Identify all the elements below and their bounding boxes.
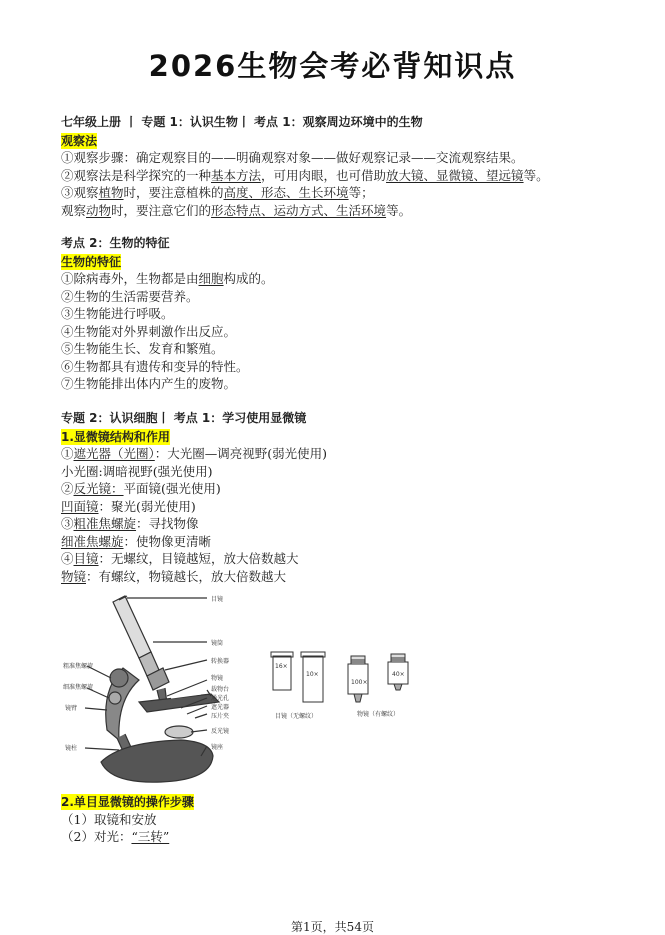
objective-40x: 40× <box>392 671 405 678</box>
eyepiece-caption: 目镜（无螺纹） <box>275 713 318 720</box>
highlight-label: 观察法 <box>61 133 98 148</box>
label-stage: 载物台 <box>211 686 230 693</box>
eyepiece-10x: 10× <box>306 671 319 678</box>
text-line: ①观察步骤：确定观察目的——明确观察对象——做好观察记录——交流观察结果。 <box>61 150 524 165</box>
objective-lenses <box>348 654 408 702</box>
microscope-diagram <box>61 590 431 790</box>
text-line: ⑤生物能生长、发育和繁殖。 <box>61 341 224 356</box>
text-line: （2）对光：“三转” <box>61 829 170 844</box>
label-diaphragm: 遮光器 <box>211 704 230 711</box>
section-header: 专题 2：认识细胞丨 考点 1：学习使用显微镜 <box>61 411 307 425</box>
label-clips: 压片夹 <box>211 713 230 720</box>
microscope-drawing <box>85 596 219 782</box>
label-aperture: 通光孔 <box>211 695 230 702</box>
text-line: ④目镜：无螺纹，目镜越短，放大倍数越大 <box>61 551 299 566</box>
text-line: 观察动物时，要注意它们的形态特点、运动方式、生活环境等。 <box>61 202 412 218</box>
text-line: ②反光镜：平面镜(强光使用) <box>61 481 221 496</box>
text-line: ③生物能进行呼吸。 <box>61 306 174 321</box>
section-operation-steps <box>61 793 621 846</box>
label-eyepiece: 目镜 <box>211 596 224 603</box>
section-header: 考点 2：生物的特征 <box>61 236 170 250</box>
label-pillar: 镜柱 <box>65 745 78 752</box>
text-line: 细准焦螺旋：使物像更清晰 <box>61 533 212 549</box>
highlight-label: 2.单目显微镜的操作步骤 <box>61 795 194 809</box>
label-objective: 物镜 <box>211 675 224 682</box>
label-nosepiece: 转换器 <box>211 658 230 665</box>
section-characteristics <box>61 235 621 393</box>
section-header: 七年级上册 丨 专题 1：认识生物丨 考点 1：观察周边环境中的生物 <box>61 115 423 129</box>
text-line: 物镜：有螺纹，物镜越长，放大倍数越大 <box>61 568 287 584</box>
text-line: ①除病毒外，生物都是由细胞构成的。 <box>61 271 274 286</box>
section-microscope <box>61 410 621 585</box>
text-line: ③观察植物时，要注意植株的高度、形态、生长环境等； <box>61 185 374 200</box>
objective-caption: 物镜（有螺纹） <box>357 711 400 718</box>
label-base: 镜座 <box>211 744 224 751</box>
highlight-label: 生物的特征 <box>61 254 122 269</box>
label-fine-knob: 细准焦螺旋 <box>63 684 94 691</box>
text-line: 凹面镜：聚光(弱光使用) <box>61 498 196 514</box>
objective-100x: 100× <box>351 679 368 686</box>
text-line: ⑦生物能排出体内产生的废物。 <box>61 376 237 391</box>
section-observation <box>61 114 621 219</box>
text-line: ②生物的生活需要营养。 <box>61 288 199 304</box>
page-title: 2026生物会考必背知识点 <box>148 49 517 83</box>
label-mirror: 反光镜 <box>211 728 230 735</box>
text-line: ④生物能对外界刺激作出反应。 <box>61 323 237 339</box>
text-line: ①遮光器（光圈）：大光圈—调亮视野(弱光使用) <box>61 446 328 461</box>
eyepiece-16x: 16× <box>275 663 288 670</box>
text-line: ③粗准焦螺旋：寻找物像 <box>61 516 199 531</box>
highlight-label: 1.显微镜结构和作用 <box>61 429 170 444</box>
page-footer: 第1页，共54页 <box>291 920 374 934</box>
text-line: 小光圈:调暗视野(强光使用) <box>61 463 213 479</box>
text-line: ⑥生物都具有遗传和变异的特性。 <box>61 358 249 374</box>
text-line: （1）取镜和安放 <box>61 811 157 827</box>
label-coarse-knob: 粗准焦螺旋 <box>63 663 94 670</box>
label-tube: 镜筒 <box>211 640 224 647</box>
label-arm: 镜臂 <box>65 705 78 712</box>
text-line: ②观察法是科学探究的一种基本方法，可用肉眼，也可借助放大镜、显微镜、望远镜等。 <box>61 167 549 183</box>
